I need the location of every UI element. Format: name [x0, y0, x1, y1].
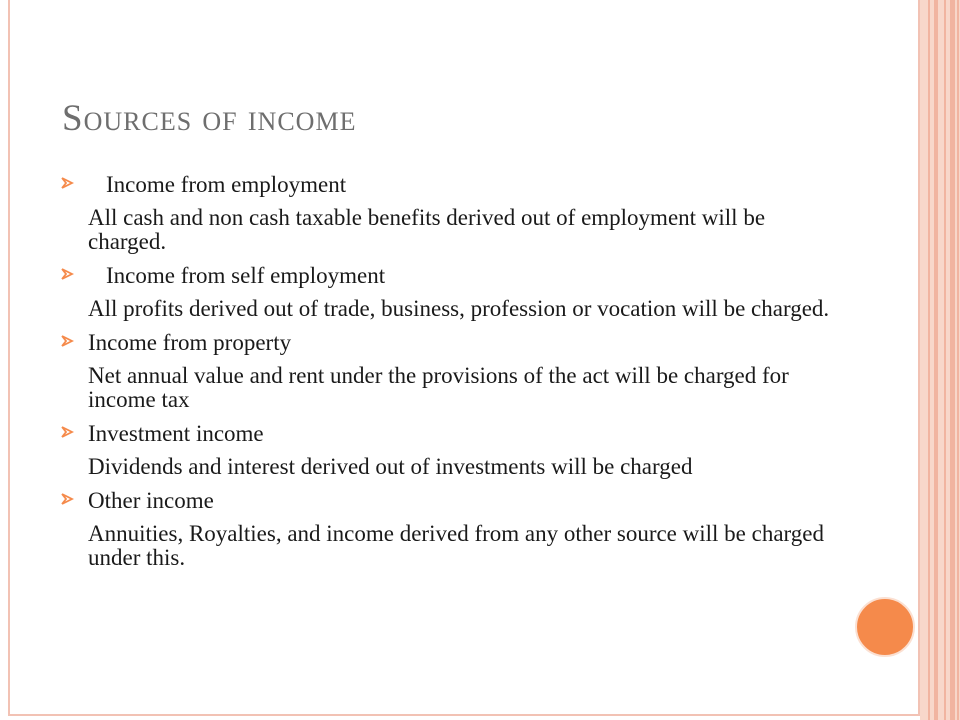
- item-description: Annuities, Royalties, and income derived from any other source will be charged under this.: [88, 521, 824, 570]
- item-heading: Income from employment: [106, 172, 347, 197]
- list-item: [62, 486, 832, 570]
- arrow-bullet-icon: [60, 334, 74, 348]
- item-heading: Investment income: [88, 421, 264, 446]
- list-item: [62, 419, 832, 479]
- stripe: [950, 0, 955, 720]
- item-heading: Income from self employment: [106, 263, 386, 288]
- stripe: [944, 0, 946, 720]
- arrow-bullet-icon: [60, 492, 74, 506]
- list-item: [62, 328, 832, 412]
- bullet-list: [62, 170, 832, 570]
- item-description: All cash and non cash taxable benefits derived out of employment will be charged.: [88, 205, 766, 254]
- arrow-bullet-icon: [60, 267, 74, 281]
- list-item: [62, 170, 832, 254]
- stripe: [957, 0, 959, 720]
- side-stripes: [920, 0, 960, 720]
- item-description: Dividends and interest derived out of investments will be charged: [88, 454, 693, 479]
- item-heading: Other income: [88, 488, 214, 513]
- stripe: [928, 0, 930, 720]
- arrow-bullet-icon: [60, 176, 74, 190]
- item-description: All profits derived out of trade, business, profession or vocation will be charged.: [88, 296, 830, 321]
- list-item: [62, 261, 832, 321]
- item-description: Net annual value and rent under the provisions of the act will be charged for income tax: [88, 363, 789, 412]
- arrow-bullet-icon: [60, 425, 74, 439]
- circle-decoration: [855, 597, 915, 657]
- item-heading: Income from property: [88, 330, 292, 355]
- slide-title: Sources of income: [62, 98, 357, 139]
- stripe: [934, 0, 938, 720]
